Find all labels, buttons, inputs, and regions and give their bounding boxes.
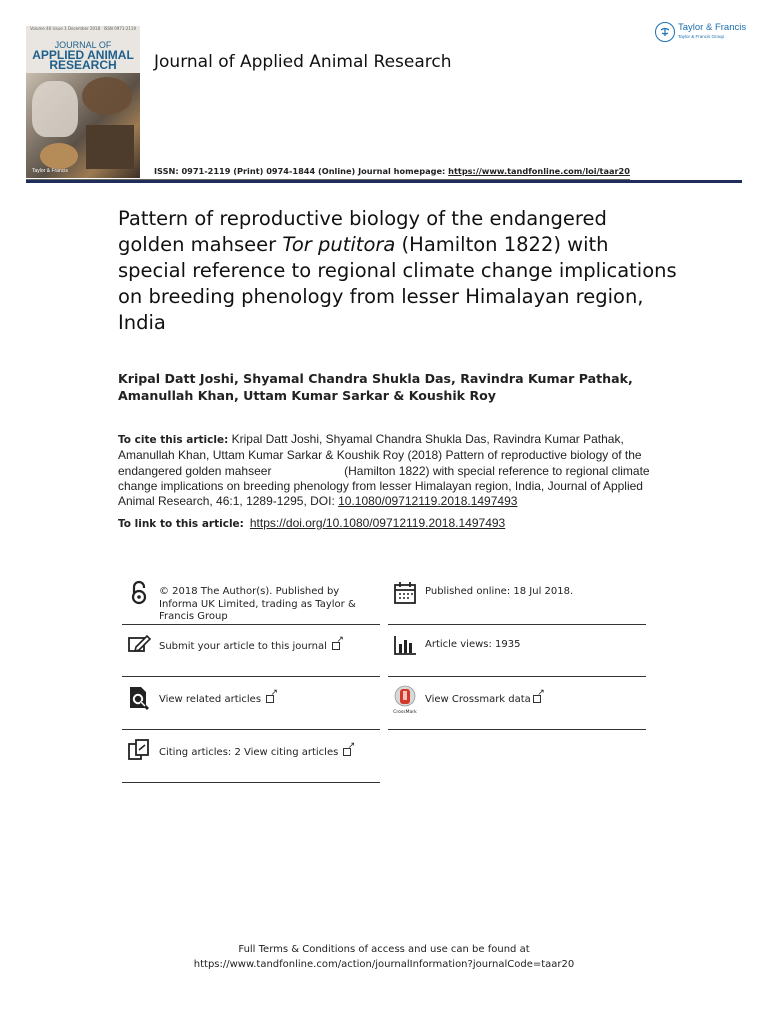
- issn-text: ISSN: 0971-2119 (Print) 0974-1844 (Online) Journal homepage:: [154, 166, 446, 176]
- article-title: Pattern of reproductive biology of the endangered golden mahseer Tor putitora (Hamilton 1822) with special reference to regional climate change implications on breeding phenology from lesser Himalayan region, India: [118, 207, 677, 334]
- publisher-name: Taylor & Francis: [678, 22, 747, 33]
- journal-cover-image: [26, 26, 140, 178]
- divider: [122, 782, 380, 783]
- citation-block: To cite this article: Kripal Datt Joshi, Shyamal Chandra Shukla Das, Ravindra Kumar Pathak, Amanullah Khan, Uttam Kumar Sarkar & Koushik Roy (2018) Pattern of reproductive biology of the endangered golden mahseer (Hamilton 1822) with special reference to regional climate change implications on breeding phenology from lesser Himalayan region, India, Journal of Applied Animal Research, 46:1, 1289-1295, DOI: 10.1080/09712119.2018.1497493: [118, 432, 650, 509]
- publisher-group: Taylor & Francis Group: [678, 34, 725, 39]
- doi-link[interactable]: 10.1080/09712119.2018.1497493: [338, 494, 518, 509]
- submit-article-link[interactable]: Submit your article to this journal↗: [122, 632, 380, 672]
- external-link-icon: [266, 695, 274, 703]
- cover-brand: Taylor & Francis: [32, 168, 68, 174]
- edit-icon: [126, 632, 152, 658]
- journal-homepage-link[interactable]: https://www.tandfonline.com/loi/taar20: [448, 166, 630, 176]
- crossmark-icon: [392, 685, 418, 715]
- external-link-icon: [533, 695, 541, 703]
- crossmark-link[interactable]: CrossMark View Crossmark data↗: [388, 685, 646, 725]
- divider: [122, 624, 380, 625]
- citing-articles-icon: [126, 738, 152, 764]
- journal-information-url[interactable]: https://www.tandfonline.com/action/journalInformation?journalCode=taar20: [193, 959, 575, 970]
- cover-animal-photos: [26, 73, 140, 178]
- cover-meta-left: Volume 46 Issue 1 December 2018: [30, 26, 101, 31]
- related-articles-link[interactable]: View related articles↗: [122, 685, 380, 725]
- species-name: Tor putitora: [282, 233, 396, 256]
- published-date-info: Published online: 18 Jul 2018.: [388, 580, 646, 620]
- citation-label: To cite this article:: [118, 434, 229, 446]
- divider: [122, 729, 380, 730]
- calendar-icon: [392, 580, 418, 606]
- cover-meta-right: ISSN 0971-2119: [103, 26, 136, 31]
- issn-line: [154, 166, 630, 176]
- article-doi-url[interactable]: https://doi.org/10.1080/09712119.2018.1497493: [249, 516, 506, 530]
- footer-line1: Full Terms & Conditions of access and use can be found at: [238, 944, 530, 955]
- taylor-francis-logo-icon: [655, 22, 675, 42]
- journal-title[interactable]: Journal of Applied Animal Research: [154, 52, 452, 72]
- cover-journal-title: JOURNAL OF APPLIED ANIMAL RESEARCH: [32, 40, 134, 72]
- open-access-icon: [126, 580, 152, 606]
- svg-text:CrossMark: CrossMark: [393, 710, 417, 715]
- divider: [388, 624, 646, 625]
- article-authors: Kripal Datt Joshi, Shyamal Chandra Shukla Das, Ravindra Kumar Pathak, Amanullah Khan, Uttam Kumar Sarkar & Koushik Roy: [118, 371, 633, 403]
- terms-footer: [0, 942, 768, 972]
- external-link-icon: [343, 748, 351, 756]
- divider: [122, 676, 380, 677]
- citing-articles-link[interactable]: Citing articles: 2 View citing articles↗: [122, 738, 380, 778]
- divider: [388, 729, 646, 730]
- external-link-icon: [332, 642, 340, 650]
- document-search-icon: [126, 685, 152, 711]
- divider: [388, 676, 646, 677]
- article-views-info: Article views: 1935: [388, 632, 646, 672]
- article-link-line: [118, 516, 505, 530]
- bar-chart-icon: [392, 632, 418, 658]
- link-label: To link to this article:: [118, 518, 244, 530]
- header-divider: [26, 180, 742, 183]
- open-access-info: © 2018 The Author(s). Published by Informa UK Limited, trading as Taylor & Francis Group: [122, 580, 380, 620]
- publisher-logo[interactable]: [655, 22, 746, 42]
